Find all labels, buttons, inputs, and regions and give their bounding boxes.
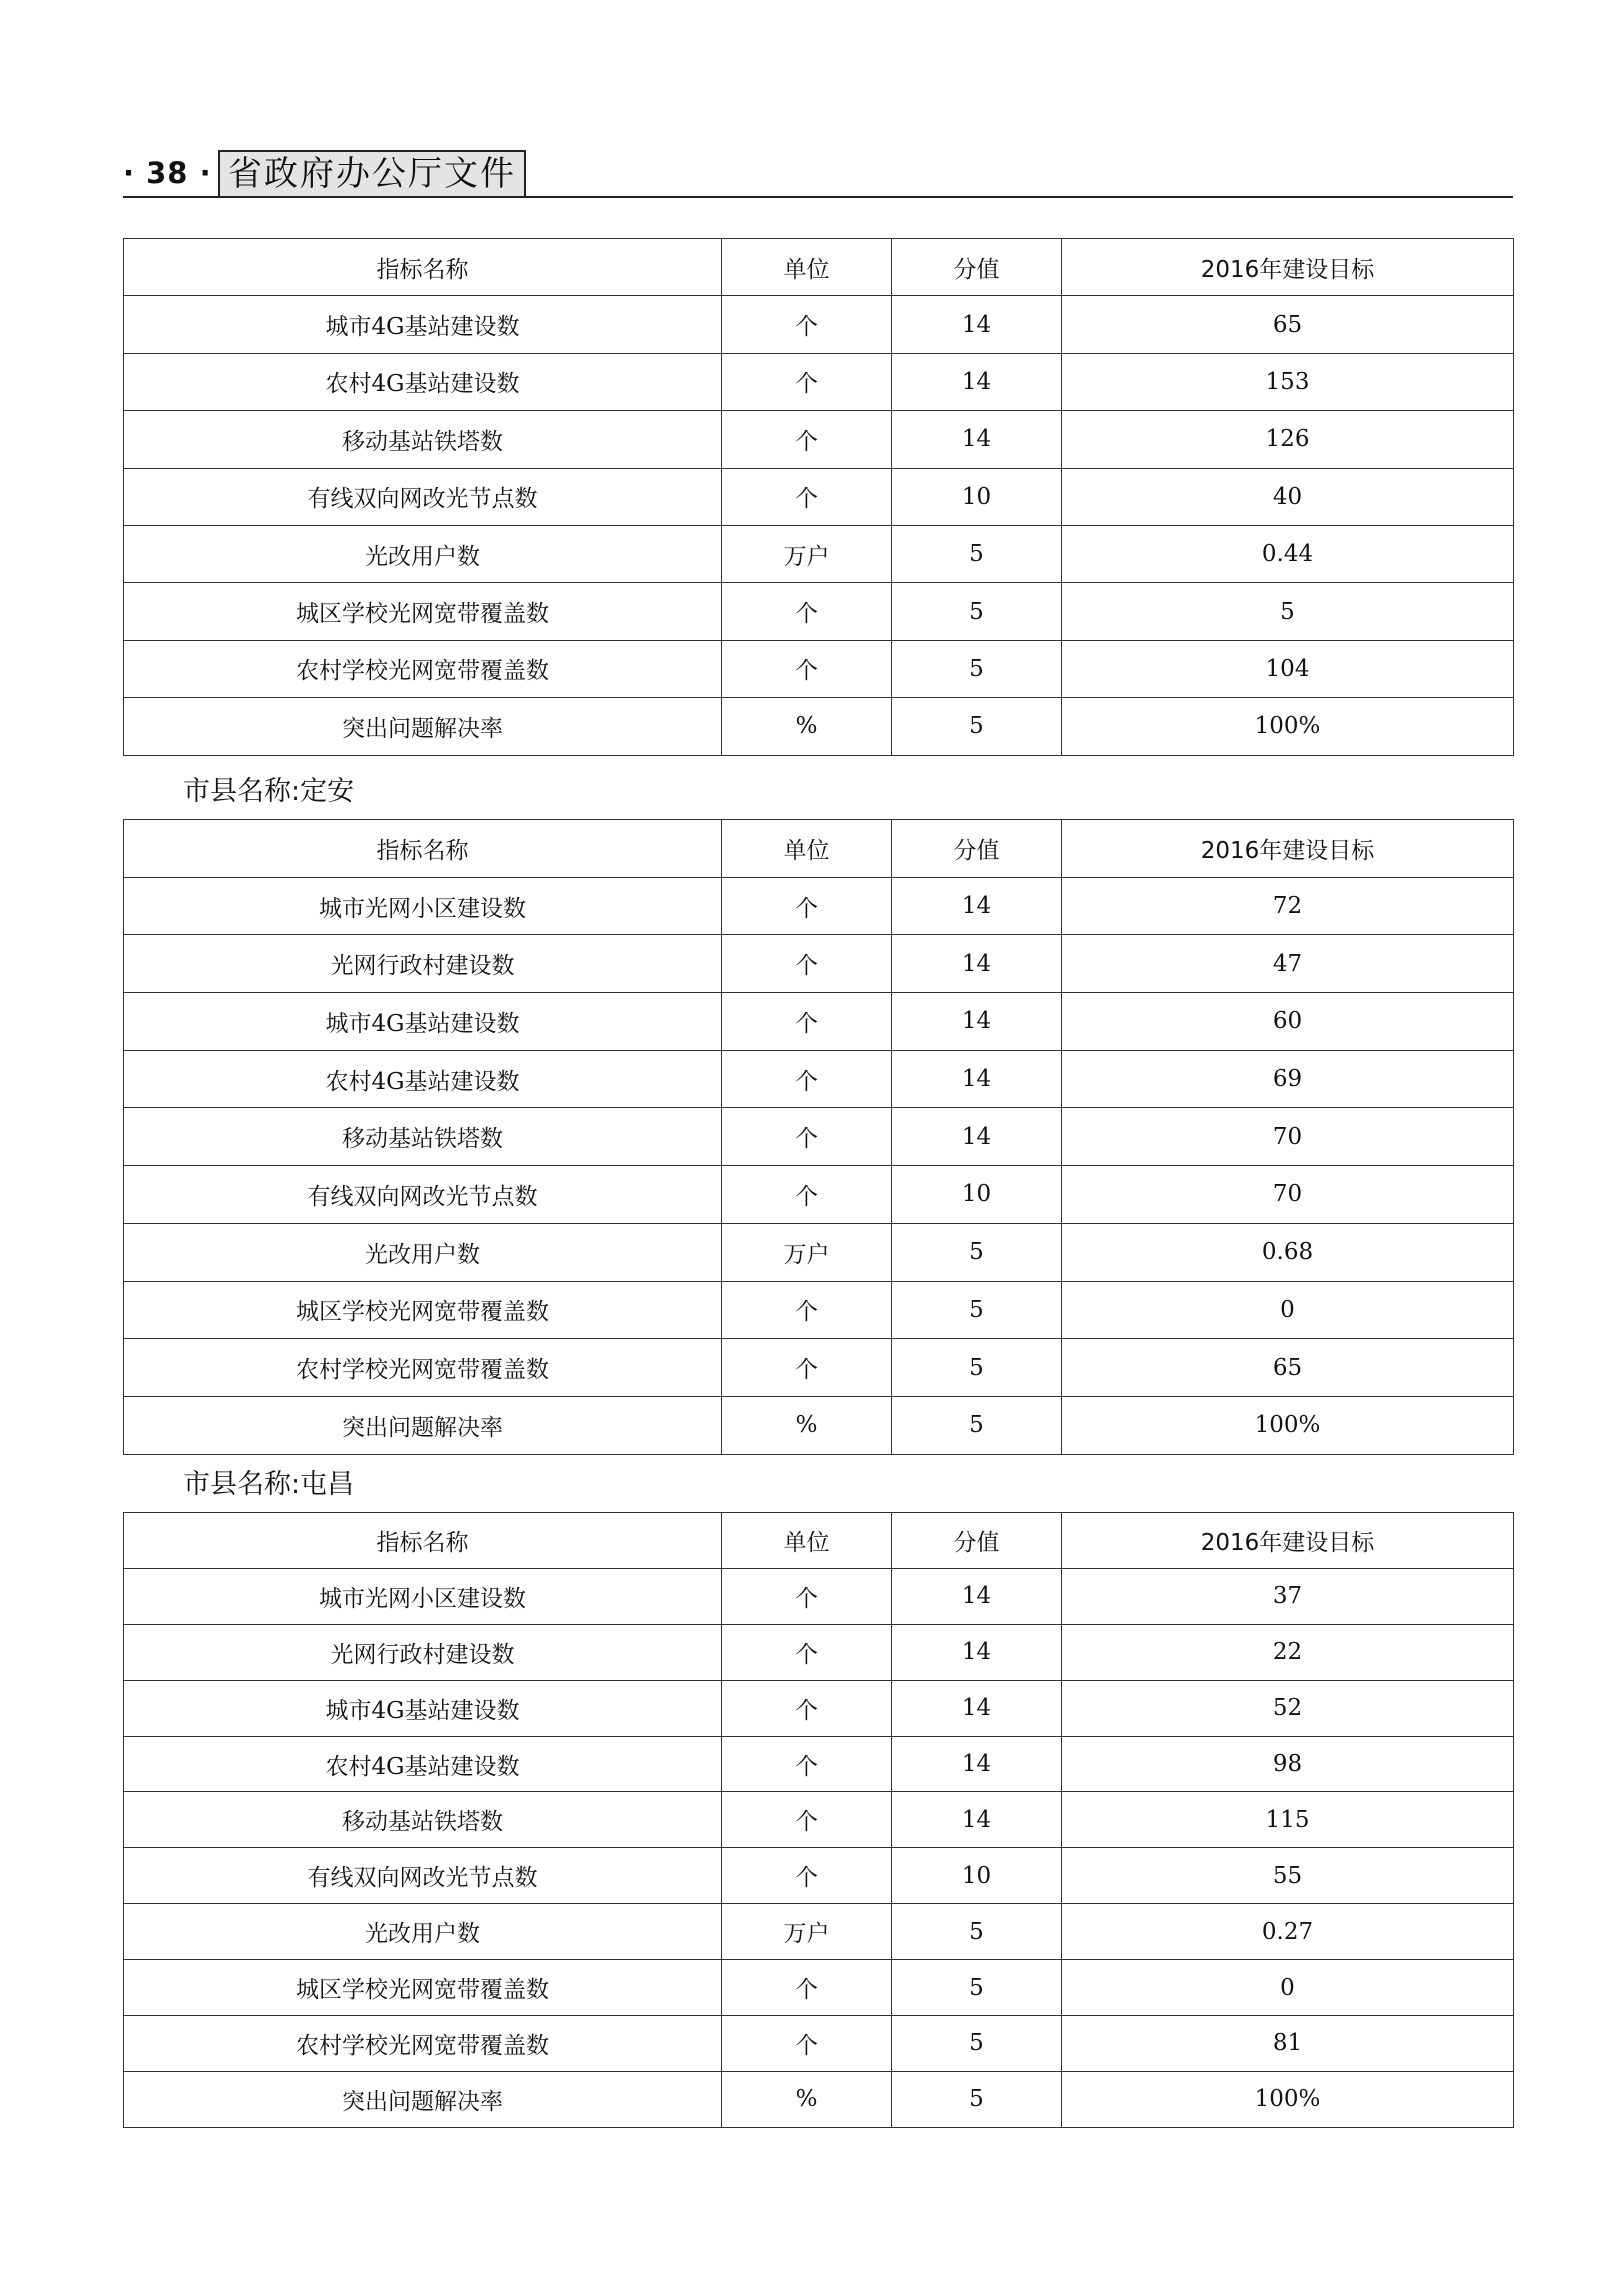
table-cell: 突出问题解决率: [124, 1396, 722, 1454]
table-cell: 14: [892, 296, 1062, 353]
table-header-row: [124, 239, 1514, 296]
table-cell: 37: [1062, 1568, 1514, 1624]
table-row: [124, 1281, 1514, 1339]
table-cell: 0.44: [1062, 525, 1514, 582]
table-row: [124, 353, 1514, 410]
county-title: 市县名称:屯昌: [183, 1469, 355, 1500]
table-row: [124, 1904, 1514, 1960]
column-header: 2016年建设目标: [1062, 1513, 1514, 1569]
table-cell: 14: [892, 411, 1062, 468]
table-row: [124, 1680, 1514, 1736]
column-header: 单位: [722, 239, 892, 296]
table-cell: 有线双向网改光节点数: [124, 1166, 722, 1224]
table-row: [124, 1960, 1514, 2016]
table-cell: 个: [722, 583, 892, 640]
table-cell: 5: [892, 1339, 1062, 1397]
indicator-table-block-dingan: [123, 765, 1513, 1455]
table-cell: 60: [1062, 993, 1514, 1051]
table-cell: 光网行政村建设数: [124, 1624, 722, 1680]
column-header: 指标名称: [124, 239, 722, 296]
table-cell: 104: [1062, 640, 1514, 697]
table-cell: 100%: [1062, 2071, 1514, 2127]
table-row: [124, 935, 1514, 993]
table-cell: 万户: [722, 1223, 892, 1281]
table-cell: 城市光网小区建设数: [124, 877, 722, 935]
table-cell: 个: [722, 411, 892, 468]
indicator-table: [123, 819, 1514, 1455]
table-cell: 农村学校光网宽带覆盖数: [124, 1339, 722, 1397]
table-cell: 个: [722, 993, 892, 1051]
table-cell: 14: [892, 1792, 1062, 1848]
table-cell: 5: [892, 2016, 1062, 2072]
table-cell: 5: [892, 640, 1062, 697]
table-row: [124, 1396, 1514, 1454]
table-row: [124, 1339, 1514, 1397]
table-cell: 0.68: [1062, 1223, 1514, 1281]
table-cell: 153: [1062, 353, 1514, 410]
table-cell: 5: [892, 1223, 1062, 1281]
county-title: 市县名称:定安: [183, 776, 355, 807]
table-cell: 个: [722, 1624, 892, 1680]
table-cell: 移动基站铁塔数: [124, 1108, 722, 1166]
table-cell: 农村4G基站建设数: [124, 1736, 722, 1792]
table-cell: 81: [1062, 2016, 1514, 2072]
table-cell: 万户: [722, 525, 892, 582]
table-row: [124, 468, 1514, 525]
table-cell: 个: [722, 877, 892, 935]
table-cell: 个: [722, 935, 892, 993]
page-number: · 38 ·: [123, 156, 212, 190]
table-cell: 个: [722, 1680, 892, 1736]
table-row: [124, 1624, 1514, 1680]
indicator-table-block-1: [123, 238, 1513, 756]
table-cell: 65: [1062, 296, 1514, 353]
table-row: [124, 296, 1514, 353]
table-cell: 突出问题解决率: [124, 698, 722, 755]
table-cell: 个: [722, 1166, 892, 1224]
table-cell: 光改用户数: [124, 525, 722, 582]
table-cell: 有线双向网改光节点数: [124, 1848, 722, 1904]
table-cell: 城市4G基站建设数: [124, 1680, 722, 1736]
table-cell: 100%: [1062, 1396, 1514, 1454]
table-cell: 个: [722, 296, 892, 353]
table-header-row: [124, 1513, 1514, 1569]
table-cell: 14: [892, 1568, 1062, 1624]
table-cell: 个: [722, 1960, 892, 2016]
column-header: 2016年建设目标: [1062, 820, 1514, 878]
table-cell: 72: [1062, 877, 1514, 935]
table-cell: %: [722, 2071, 892, 2127]
table-cell: 农村学校光网宽带覆盖数: [124, 640, 722, 697]
table-header-row: [124, 820, 1514, 878]
table-cell: 5: [892, 2071, 1062, 2127]
table-row: [124, 2071, 1514, 2127]
table-cell: 10: [892, 1166, 1062, 1224]
table-cell: 个: [722, 640, 892, 697]
table-cell: 14: [892, 993, 1062, 1051]
table-cell: 69: [1062, 1050, 1514, 1108]
table-cell: 个: [722, 1108, 892, 1166]
table-cell: 光网行政村建设数: [124, 935, 722, 993]
page-header: [123, 150, 1513, 198]
table-row: [124, 1736, 1514, 1792]
table-cell: 126: [1062, 411, 1514, 468]
table-row: [124, 1166, 1514, 1224]
table-cell: 22: [1062, 1624, 1514, 1680]
table-cell: 14: [892, 1736, 1062, 1792]
table-cell: 个: [722, 1736, 892, 1792]
table-cell: 个: [722, 468, 892, 525]
table-cell: 5: [892, 1281, 1062, 1339]
table-cell: 城市4G基站建设数: [124, 993, 722, 1051]
table-cell: 个: [722, 1792, 892, 1848]
table-cell: 100%: [1062, 698, 1514, 755]
table-cell: 城区学校光网宽带覆盖数: [124, 1960, 722, 2016]
table-row: [124, 1792, 1514, 1848]
table-cell: 5: [892, 1960, 1062, 2016]
table-cell: 14: [892, 1108, 1062, 1166]
table-row: [124, 583, 1514, 640]
table-cell: 城市4G基站建设数: [124, 296, 722, 353]
table-cell: 城区学校光网宽带覆盖数: [124, 1281, 722, 1339]
table-cell: 城区学校光网宽带覆盖数: [124, 583, 722, 640]
table-cell: 光改用户数: [124, 1223, 722, 1281]
header-rule: [123, 196, 1513, 198]
table-row: [124, 2016, 1514, 2072]
table-cell: 10: [892, 468, 1062, 525]
indicator-table-block-tunchang: [123, 1458, 1513, 2128]
column-header: 指标名称: [124, 1513, 722, 1569]
table-cell: 14: [892, 877, 1062, 935]
table-row: [124, 993, 1514, 1051]
table-cell: 70: [1062, 1166, 1514, 1224]
table-cell: 移动基站铁塔数: [124, 1792, 722, 1848]
publication-title: 省政府办公厅文件: [218, 150, 526, 198]
table-cell: %: [722, 1396, 892, 1454]
table-cell: 115: [1062, 1792, 1514, 1848]
table-row: [124, 877, 1514, 935]
table-row: [124, 525, 1514, 582]
table-cell: 5: [892, 525, 1062, 582]
indicator-table: [123, 238, 1514, 756]
table-cell: 14: [892, 935, 1062, 993]
column-header: 分值: [892, 1513, 1062, 1569]
table-cell: 农村4G基站建设数: [124, 353, 722, 410]
table-cell: 5: [892, 1396, 1062, 1454]
table-cell: 有线双向网改光节点数: [124, 468, 722, 525]
column-header: 单位: [722, 1513, 892, 1569]
table-cell: 5: [892, 1904, 1062, 1960]
table-cell: 47: [1062, 935, 1514, 993]
table-cell: 移动基站铁塔数: [124, 411, 722, 468]
table-cell: 5: [892, 583, 1062, 640]
table-cell: 40: [1062, 468, 1514, 525]
table-cell: 个: [722, 1568, 892, 1624]
table-row: [124, 1568, 1514, 1624]
column-header: 分值: [892, 820, 1062, 878]
table-cell: 14: [892, 1050, 1062, 1108]
table-cell: 个: [722, 1281, 892, 1339]
table-cell: 光改用户数: [124, 1904, 722, 1960]
table-row: [124, 1108, 1514, 1166]
column-header: 单位: [722, 820, 892, 878]
table-cell: 农村学校光网宽带覆盖数: [124, 2016, 722, 2072]
table-cell: 万户: [722, 1904, 892, 1960]
table-cell: %: [722, 698, 892, 755]
table-cell: 55: [1062, 1848, 1514, 1904]
table-row: [124, 640, 1514, 697]
table-row: [124, 1223, 1514, 1281]
table-cell: 14: [892, 1624, 1062, 1680]
column-header: 分值: [892, 239, 1062, 296]
indicator-table: [123, 1512, 1514, 2128]
table-cell: 突出问题解决率: [124, 2071, 722, 2127]
table-cell: 个: [722, 1050, 892, 1108]
table-cell: 5: [892, 698, 1062, 755]
table-cell: 个: [722, 2016, 892, 2072]
table-cell: 14: [892, 1680, 1062, 1736]
table-cell: 0: [1062, 1960, 1514, 2016]
table-row: [124, 1050, 1514, 1108]
table-cell: 个: [722, 1848, 892, 1904]
table-cell: 0.27: [1062, 1904, 1514, 1960]
table-cell: 65: [1062, 1339, 1514, 1397]
table-cell: 52: [1062, 1680, 1514, 1736]
table-cell: 个: [722, 1339, 892, 1397]
table-cell: 农村4G基站建设数: [124, 1050, 722, 1108]
table-row: [124, 1848, 1514, 1904]
table-cell: 0: [1062, 1281, 1514, 1339]
table-cell: 70: [1062, 1108, 1514, 1166]
table-cell: 个: [722, 353, 892, 410]
table-row: [124, 411, 1514, 468]
table-cell: 10: [892, 1848, 1062, 1904]
column-header: 指标名称: [124, 820, 722, 878]
table-cell: 城市光网小区建设数: [124, 1568, 722, 1624]
column-header: 2016年建设目标: [1062, 239, 1514, 296]
table-cell: 98: [1062, 1736, 1514, 1792]
table-row: [124, 698, 1514, 755]
table-cell: 5: [1062, 583, 1514, 640]
table-cell: 14: [892, 353, 1062, 410]
